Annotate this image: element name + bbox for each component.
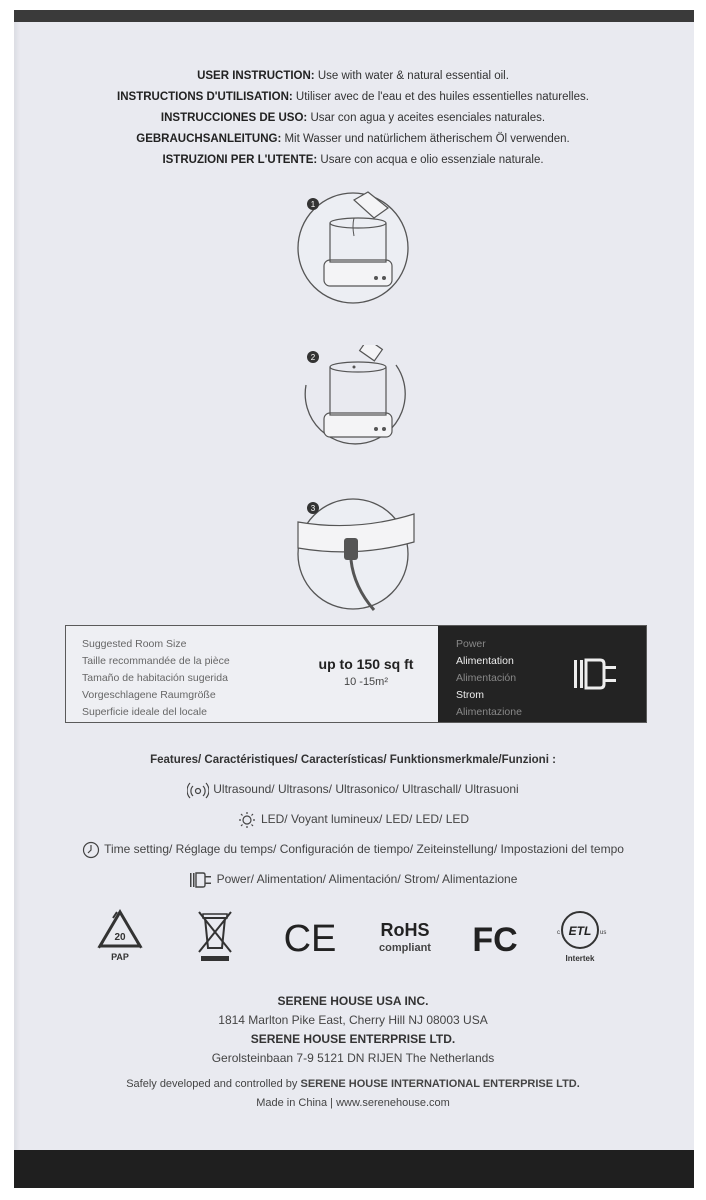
room-size-power-table xyxy=(65,625,647,723)
room-size-value xyxy=(286,656,446,688)
svg-text:RoHS: RoHS xyxy=(380,920,430,940)
instruction-line: INSTRUCTIONS D'UTILISATION: Utiliser avec de l'eau et des huiles essentielles naturelles. xyxy=(117,91,589,103)
led-icon xyxy=(237,811,257,829)
svg-text:Intertek: Intertek xyxy=(565,954,595,963)
room-size-label: Vorgeschlagene Raumgröße xyxy=(82,689,216,701)
room-size-sqft: up to 150 sq ft xyxy=(318,656,414,672)
etl-intertek-logo xyxy=(550,908,614,971)
feature-ultrasound: Ultrasound/ Ultrasons/ Ultrasonico/ Ultraschall/ Ultrasuoni xyxy=(0,781,706,799)
company-address-eu: Gerolsteinbaan 7-9 5121 DN RIJEN The Netherlands xyxy=(211,1051,495,1065)
power-labels xyxy=(456,636,522,721)
made-in: Made in China | www.serenehouse.com xyxy=(256,1097,450,1109)
bottom-edge xyxy=(14,1150,694,1188)
svg-text:PAP: PAP xyxy=(111,952,129,962)
step-number: 2 xyxy=(310,353,316,362)
step-2-illustration xyxy=(296,345,416,445)
plug-icon xyxy=(189,871,213,889)
room-size-label: Suggested Room Size xyxy=(82,638,187,650)
room-size-label: Superficie ideale del locale xyxy=(82,706,207,718)
svg-text:20: 20 xyxy=(114,932,126,943)
footer xyxy=(0,1075,706,1113)
weee-bin-logo xyxy=(195,908,235,969)
svg-text:us: us xyxy=(600,930,607,936)
features-title: Features/ Caractéristiques/ Características/ Funktionsmerkmale/Funzioni : xyxy=(150,754,556,766)
ce-logo xyxy=(280,918,340,963)
power-label: Alimentation xyxy=(456,655,514,667)
user-instructions xyxy=(0,66,706,171)
power-label: Power xyxy=(456,638,486,650)
company-address-usa: 1814 Marlton Pike East, Cherry Hill NJ 08003 USA xyxy=(218,1013,488,1027)
step-number: 1 xyxy=(310,200,316,209)
step-3-illustration xyxy=(296,492,416,612)
power-label: Alimentación xyxy=(456,672,517,684)
certification-logos xyxy=(95,908,615,968)
company-name-eu: SERENE HOUSE ENTERPRISE LTD. xyxy=(250,1032,456,1046)
feature-led: LED/ Voyant lumineux/ LED/ LED/ LED xyxy=(0,811,706,829)
feature-power: Power/ Alimentation/ Alimentación/ Strom/ Alimentazione xyxy=(0,871,706,889)
fcc-logo xyxy=(465,918,525,963)
instruction-line: USER INSTRUCTION: Use with water & natural essential oil. xyxy=(197,70,509,82)
svg-text:FC: FC xyxy=(472,921,518,958)
instruction-line: INSTRUCCIONES DE USO: Usar con agua y aceites esenciales naturales. xyxy=(160,112,546,124)
instruction-line: GEBRAUCHSANLEITUNG: Mit Wasser und natürlichem ätherischem Öl verwenden. xyxy=(136,133,570,145)
step-number: 3 xyxy=(310,504,316,513)
rohs-logo xyxy=(370,916,440,965)
room-size-labels xyxy=(82,636,230,721)
instruction-line: ISTRUZIONI PER L'UTENTE: Usare con acqua e olio essenziale naturale. xyxy=(162,154,544,166)
feature-time-setting: Time setting/ Réglage du temps/ Configuración de tiempo/ Zeiteinstellung/ Impostazioni del tempo xyxy=(0,841,706,859)
room-size-label: Tamaño de habitación sugerida xyxy=(82,672,228,684)
power-label: Strom xyxy=(456,689,485,701)
ultrasound-icon xyxy=(187,781,209,799)
step-1-illustration xyxy=(296,188,416,308)
top-edge xyxy=(14,10,694,22)
room-size-label: Taille recommandée de la pièce xyxy=(82,655,230,667)
company-name-usa: SERENE HOUSE USA INC. xyxy=(277,994,429,1008)
svg-text:compliant: compliant xyxy=(379,942,431,954)
timer-icon xyxy=(82,841,100,859)
developed-by: Safely developed and controlled by SERENE HOUSE INTERNATIONAL ENTERPRISE LTD. xyxy=(126,1078,580,1090)
svg-text:c: c xyxy=(557,930,560,936)
svg-text:CE: CE xyxy=(283,918,337,958)
power-label: Alimentazione xyxy=(456,706,522,718)
recycle-pap-logo xyxy=(95,908,145,969)
company-info xyxy=(0,992,706,1068)
svg-text:ETL: ETL xyxy=(568,924,592,938)
power-panel xyxy=(438,626,646,722)
room-size-metric: 10 -15m² xyxy=(343,676,389,688)
plug-icon xyxy=(572,656,622,692)
